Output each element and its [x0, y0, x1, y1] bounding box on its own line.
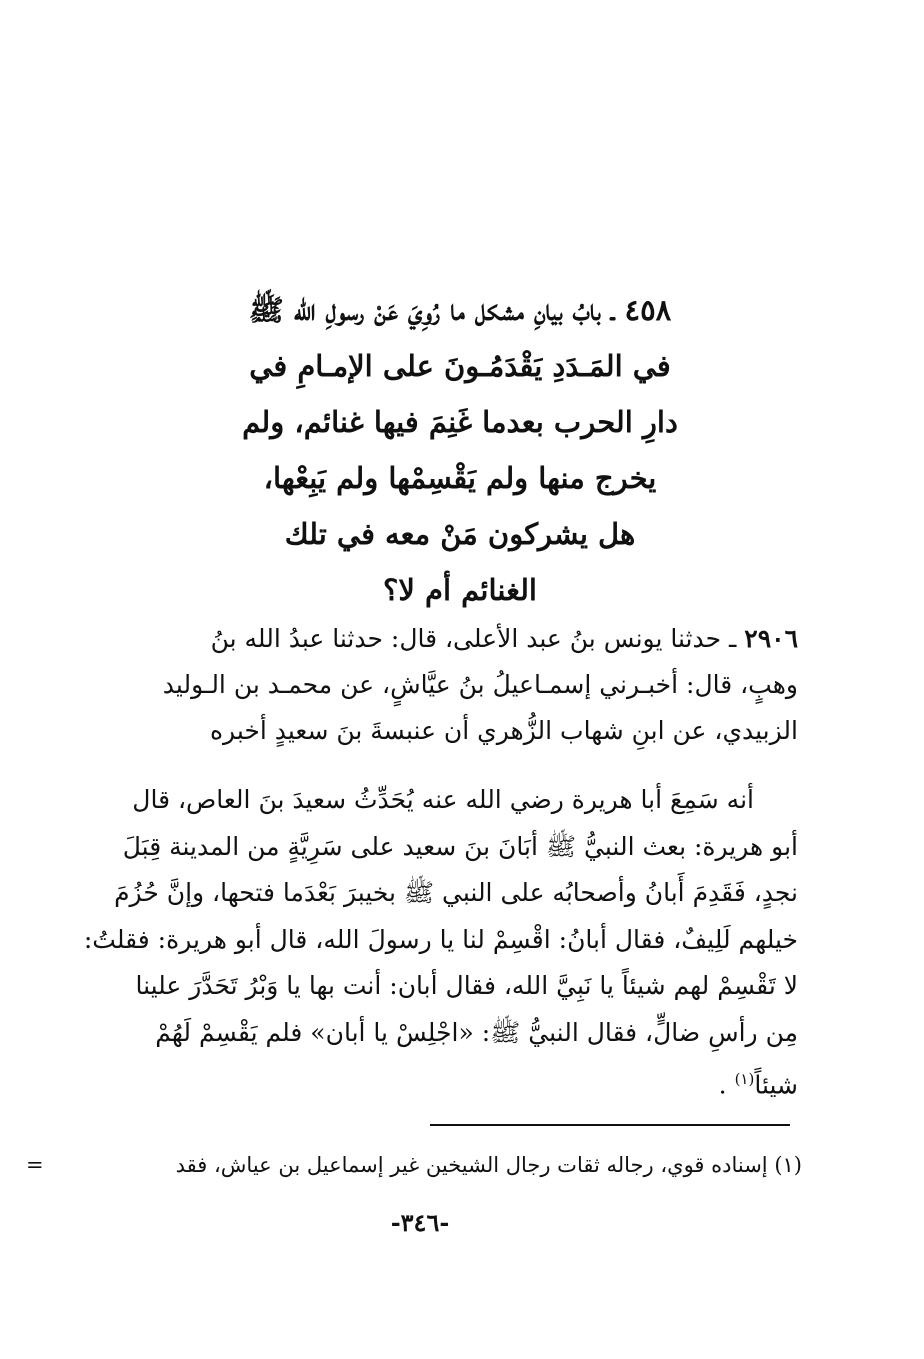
chapter-heading-line: في المَـدَدِ يَقْدَمُـونَ على الإمـامِ في: [249, 349, 671, 383]
matn-last-word: شيئاً: [754, 1070, 798, 1100]
matn-line: خيلهم لَلِيفٌ، فقال أبانُ: اقْسِمْ لنا يا رسولَ الله، قال أبو هريرة: فقلتُ:: [83, 924, 798, 954]
matn-line: شيئاً$^{(١)}$ .: [718, 1070, 798, 1100]
isnad-line: [78, 616, 798, 662]
matn-line: نجدٍ، فَقَدِمَ أَبانُ وأصحابُه على النبي ﷺ بخيبرَ بَعْدَما فتحها، وإنَّ حُزُمَ: [114, 878, 798, 907]
isnad-text: ـ حدثنا يونس بنُ عبد الأعلى، قال: حدثنا عبدُ الله بنُ: [210, 624, 737, 653]
hadith-isnad: [78, 616, 798, 754]
footnote-continuation-mark: =: [26, 1153, 44, 1177]
chapter-heading-line: هل يشركون مَنْ معه في تلك: [284, 517, 636, 551]
isnad-line: وهبٍ، قال: أخبـرني إسمـاعيلُ بنُ عيَّاشٍ، عن محمـد بن الـوليد: [162, 670, 798, 699]
footnote-divider: [430, 1124, 790, 1126]
footnote: [26, 1150, 802, 1180]
matn-line: أبو هريرة: بعث النبيُّ ﷺ أبَانَ بنَ سعيد على سَرِيَّةٍ من المدينة قِبَلَ: [122, 831, 798, 861]
chapter-heading: [110, 282, 810, 618]
chapter-heading-line: يخرج منها ولم يَقْسِمْها ولم يَبِعْها،: [263, 461, 657, 495]
chapter-heading-line: ٤٥٨ ـ بابُ بيانِ مشكل ما رُوِيَ عَنْ رسولِ الله ﷺ: [248, 293, 672, 327]
matn-line: مِن رأسِ ضالٍّ، فقال النبيُّ ﷺ: «اجْلِسْ يا أبان» فلم يَقْسِمْ لَهُمْ: [155, 1017, 798, 1047]
chapter-heading-line: دارِ الحرب بعدما غَنِمَ فيها غنائم، ولم: [242, 405, 678, 439]
page-number: -٣٤٦-: [390, 1208, 450, 1237]
footnote-text: (١) إسناده قوي، رجاله ثقات رجال الشيخين غير إسماعيل بن عياش، فقد: [175, 1153, 802, 1177]
matn-line: لا تَقْسِمْ لهم شيئاً يا نَبِيَّ الله، فقال أبان: أنت بها يا وَبْرُ تَحَدَّرَ علينا: [135, 971, 798, 1000]
hadith-number: ٢٩٠٦: [744, 624, 798, 653]
chapter-heading-line: الغنائم أم لا؟: [383, 573, 537, 607]
matn-line: أنه سَمِعَ أبا هريرة رضي الله عنه يُحَدِّثُ سعيدَ بنَ العاص، قال: [132, 785, 754, 814]
hadith-matn: [78, 777, 798, 1109]
footnote-reference: (١): [734, 1070, 755, 1088]
isnad-line: الزبيدي، عن ابنِ شهاب الزُّهري أن عنبسةَ بنَ سعيدٍ أخبره: [209, 716, 798, 745]
